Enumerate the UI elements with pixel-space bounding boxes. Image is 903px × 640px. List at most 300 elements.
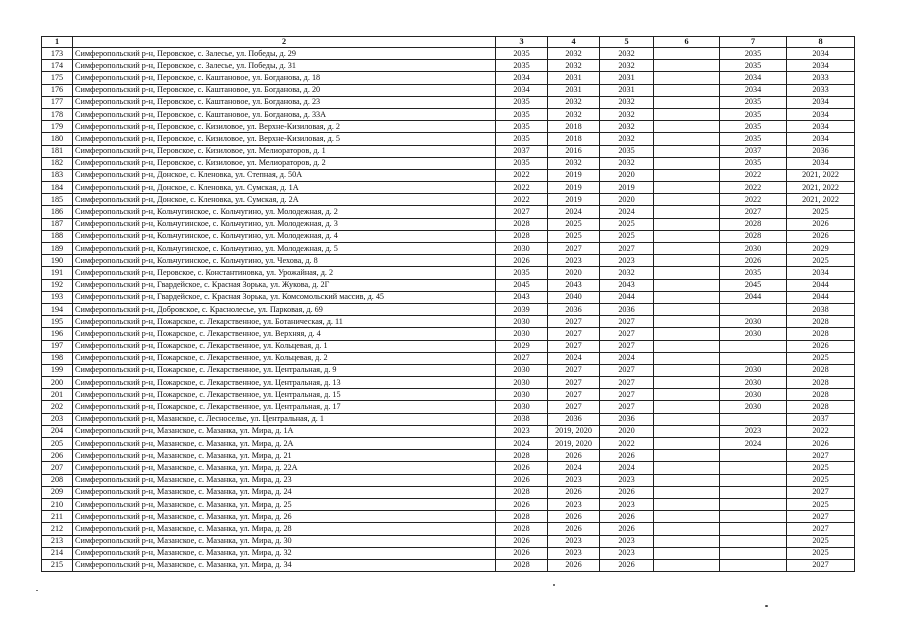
year-cell: 2020 xyxy=(600,194,654,206)
year-cell xyxy=(654,243,720,255)
year-cell: 2027 xyxy=(787,523,855,535)
table-row xyxy=(42,486,855,498)
year-cell: 2030 xyxy=(720,364,787,376)
year-cell: 2022 xyxy=(496,169,548,181)
year-cell: 2030 xyxy=(496,401,548,413)
year-cell xyxy=(654,218,720,230)
year-cell: 2022 xyxy=(720,182,787,194)
year-cell: 2028 xyxy=(720,218,787,230)
row-number: 191 xyxy=(42,267,73,279)
row-number: 201 xyxy=(42,389,73,401)
year-cell: 2032 xyxy=(600,48,654,60)
year-cell: 2030 xyxy=(720,377,787,389)
year-cell: 2031 xyxy=(548,72,600,84)
year-cell: 2035 xyxy=(600,145,654,157)
year-cell: 2027 xyxy=(548,401,600,413)
year-cell: 2026 xyxy=(600,450,654,462)
address-cell: Симферопольский р-н, Пожарское, с. Лекарственное, ул. Центральная, д. 15 xyxy=(73,389,496,401)
year-cell: 2044 xyxy=(720,291,787,303)
year-cell: 2025 xyxy=(787,547,855,559)
year-cell: 2021, 2022 xyxy=(787,169,855,181)
year-cell: 2033 xyxy=(787,72,855,84)
address-cell: Симферопольский р-н, Перовское, с. Каштановое, ул. Богданова, д. 18 xyxy=(73,72,496,84)
scan-speck xyxy=(553,584,555,586)
address-cell: Симферопольский р-н, Донское, с. Кленовка, ул. Сумская, д. 1А xyxy=(73,182,496,194)
year-cell xyxy=(654,279,720,291)
year-cell xyxy=(654,474,720,486)
address-cell: Симферопольский р-н, Перовское, с. Кизиловое, ул. Мелиораторов, д. 1 xyxy=(73,145,496,157)
year-cell: 2037 xyxy=(787,413,855,425)
year-cell: 2024 xyxy=(548,462,600,474)
year-cell: 2038 xyxy=(496,413,548,425)
address-cell: Симферопольский р-н, Перовское, с. Каштановое, ул. Богданова, д. 23 xyxy=(73,96,496,108)
address-cell: Симферопольский р-н, Кольчугинское, с. Кольчугино, ул. Молодежная, д. 2 xyxy=(73,206,496,218)
scan-speck xyxy=(765,605,768,607)
table-row xyxy=(42,364,855,376)
year-cell: 2031 xyxy=(600,72,654,84)
year-cell: 2027 xyxy=(548,340,600,352)
year-cell: 2030 xyxy=(496,364,548,376)
address-cell: Симферопольский р-н, Перовское, с. Залесье, ул. Победы, д. 29 xyxy=(73,48,496,60)
year-cell: 2032 xyxy=(548,157,600,169)
year-cell: 2025 xyxy=(787,352,855,364)
year-cell: 2027 xyxy=(548,377,600,389)
column-header: 2 xyxy=(73,37,496,48)
year-cell: 2027 xyxy=(600,364,654,376)
year-cell: 2025 xyxy=(787,535,855,547)
year-cell: 2025 xyxy=(548,230,600,242)
year-cell: 2026 xyxy=(548,559,600,571)
year-cell: 2026 xyxy=(548,511,600,523)
year-cell: 2044 xyxy=(787,279,855,291)
year-cell: 2025 xyxy=(600,230,654,242)
year-cell xyxy=(654,462,720,474)
year-cell: 2026 xyxy=(548,486,600,498)
year-cell: 2026 xyxy=(720,255,787,267)
table-row xyxy=(42,377,855,389)
year-cell: 2028 xyxy=(787,389,855,401)
row-number: 177 xyxy=(42,96,73,108)
row-number: 204 xyxy=(42,425,73,437)
address-cell: Симферопольский р-н, Пожарское, с. Лекарственное, ул. Ботаническая, д. 11 xyxy=(73,316,496,328)
address-cell: Симферопольский р-н, Пожарское, с. Лекарственное, ул. Кольцевая, д. 2 xyxy=(73,352,496,364)
address-cell: Симферопольский р-н, Пожарское, с. Лекарственное, ул. Центральная, д. 17 xyxy=(73,401,496,413)
year-cell: 2026 xyxy=(496,255,548,267)
table-row xyxy=(42,157,855,169)
year-cell: 2025 xyxy=(600,218,654,230)
year-cell: 2028 xyxy=(496,230,548,242)
address-cell: Симферопольский р-н, Мазанское, с. Мазанка, ул. Мира, д. 1А xyxy=(73,425,496,437)
table-row xyxy=(42,511,855,523)
table-row xyxy=(42,340,855,352)
row-number: 198 xyxy=(42,352,73,364)
row-number: 182 xyxy=(42,157,73,169)
table-row xyxy=(42,438,855,450)
year-cell xyxy=(654,547,720,559)
row-number: 192 xyxy=(42,279,73,291)
year-cell: 2028 xyxy=(787,364,855,376)
year-cell: 2016 xyxy=(548,145,600,157)
row-number: 211 xyxy=(42,511,73,523)
table-row xyxy=(42,303,855,315)
column-header: 6 xyxy=(654,37,720,48)
year-cell: 2022 xyxy=(720,194,787,206)
row-number: 186 xyxy=(42,206,73,218)
year-cell: 2026 xyxy=(496,474,548,486)
table-row xyxy=(42,316,855,328)
year-cell: 2026 xyxy=(787,340,855,352)
year-cell: 2025 xyxy=(787,255,855,267)
year-cell: 2034 xyxy=(787,60,855,72)
row-number: 208 xyxy=(42,474,73,486)
year-cell: 2027 xyxy=(600,243,654,255)
address-cell: Симферопольский р-н, Гвардейское, с. Красная Зорька, ул. Комсомольский массив, д. 45 xyxy=(73,291,496,303)
row-number: 212 xyxy=(42,523,73,535)
year-cell: 2026 xyxy=(600,523,654,535)
year-cell: 2032 xyxy=(600,96,654,108)
year-cell xyxy=(654,133,720,145)
year-cell: 2034 xyxy=(496,84,548,96)
address-cell: Симферопольский р-н, Добровское, с. Краснолесье, ул. Парковая, д. 69 xyxy=(73,303,496,315)
year-cell: 2028 xyxy=(496,486,548,498)
year-cell: 2020 xyxy=(548,267,600,279)
table-row xyxy=(42,230,855,242)
year-cell: 2025 xyxy=(787,206,855,218)
year-cell: 2027 xyxy=(720,206,787,218)
year-cell: 2033 xyxy=(787,84,855,96)
year-cell xyxy=(654,523,720,535)
year-cell: 2027 xyxy=(600,340,654,352)
year-cell xyxy=(654,255,720,267)
row-number: 183 xyxy=(42,169,73,181)
year-cell: 2031 xyxy=(548,84,600,96)
year-cell xyxy=(654,316,720,328)
address-cell: Симферопольский р-н, Перовское, с. Кизиловое, ул. Верхне-Кизиловая, д. 5 xyxy=(73,133,496,145)
row-number: 175 xyxy=(42,72,73,84)
address-cell: Симферопольский р-н, Перовское, с. Кизиловое, ул. Верхне-Кизиловая, д. 2 xyxy=(73,121,496,133)
table-row xyxy=(42,523,855,535)
table-row xyxy=(42,389,855,401)
year-cell xyxy=(654,145,720,157)
year-cell: 2022 xyxy=(787,425,855,437)
table-body xyxy=(42,48,855,572)
table-row xyxy=(42,182,855,194)
year-cell: 2028 xyxy=(496,218,548,230)
row-number: 178 xyxy=(42,108,73,120)
year-cell xyxy=(654,60,720,72)
year-cell: 2018 xyxy=(548,121,600,133)
table-row xyxy=(42,328,855,340)
year-cell xyxy=(720,462,787,474)
address-cell: Симферопольский р-н, Мазанское, с. Мазанка, ул. Мира, д. 32 xyxy=(73,547,496,559)
year-cell: 2027 xyxy=(600,316,654,328)
year-cell: 2026 xyxy=(787,230,855,242)
table-row xyxy=(42,121,855,133)
table-row xyxy=(42,255,855,267)
year-cell: 2028 xyxy=(787,401,855,413)
column-header: 1 xyxy=(42,37,73,48)
year-cell: 2023 xyxy=(720,425,787,437)
year-cell: 2026 xyxy=(600,511,654,523)
year-cell: 2024 xyxy=(548,352,600,364)
column-header: 4 xyxy=(548,37,600,48)
year-cell: 2027 xyxy=(787,486,855,498)
year-cell: 2019 xyxy=(548,169,600,181)
year-cell xyxy=(720,535,787,547)
year-cell: 2034 xyxy=(787,121,855,133)
year-cell xyxy=(654,194,720,206)
year-cell: 2027 xyxy=(548,243,600,255)
year-cell xyxy=(654,413,720,425)
table-row xyxy=(42,462,855,474)
year-cell: 2022 xyxy=(496,182,548,194)
year-cell: 2023 xyxy=(548,535,600,547)
year-cell: 2034 xyxy=(787,133,855,145)
year-cell: 2035 xyxy=(496,157,548,169)
table-row xyxy=(42,559,855,571)
year-cell: 2030 xyxy=(720,316,787,328)
year-cell: 2023 xyxy=(600,535,654,547)
year-cell: 2018 xyxy=(548,133,600,145)
year-cell xyxy=(720,352,787,364)
year-cell xyxy=(654,230,720,242)
year-cell: 2030 xyxy=(496,328,548,340)
year-cell: 2026 xyxy=(496,462,548,474)
year-cell: 2034 xyxy=(720,72,787,84)
year-cell: 2027 xyxy=(787,559,855,571)
year-cell xyxy=(654,206,720,218)
table-row xyxy=(42,72,855,84)
row-number: 206 xyxy=(42,450,73,462)
year-cell: 2036 xyxy=(600,303,654,315)
year-cell: 2034 xyxy=(496,72,548,84)
table-row xyxy=(42,133,855,145)
address-cell: Симферопольский р-н, Пожарское, с. Лекарственное, ул. Верхняя, д. 4 xyxy=(73,328,496,340)
year-cell: 2027 xyxy=(600,401,654,413)
row-number: 176 xyxy=(42,84,73,96)
year-cell: 2026 xyxy=(787,438,855,450)
column-header: 8 xyxy=(787,37,855,48)
row-number: 180 xyxy=(42,133,73,145)
year-cell: 2035 xyxy=(496,108,548,120)
year-cell: 2034 xyxy=(720,84,787,96)
year-cell xyxy=(720,523,787,535)
year-cell: 2023 xyxy=(548,498,600,510)
row-number: 188 xyxy=(42,230,73,242)
row-number: 200 xyxy=(42,377,73,389)
row-number: 187 xyxy=(42,218,73,230)
address-cell: Симферопольский р-н, Перовское, с. Кизиловое, ул. Мелиораторов, д. 2 xyxy=(73,157,496,169)
row-number: 215 xyxy=(42,559,73,571)
year-cell xyxy=(654,328,720,340)
address-cell: Симферопольский р-н, Кольчугинское, с. Кольчугино, ул. Молодежная, д. 4 xyxy=(73,230,496,242)
scan-speck xyxy=(36,590,38,591)
address-cell: Симферопольский р-н, Перовское, с. Залесье, ул. Победы, д. 31 xyxy=(73,60,496,72)
year-cell: 2035 xyxy=(720,60,787,72)
address-cell: Симферопольский р-н, Пожарское, с. Лекарственное, ул. Центральная, д. 13 xyxy=(73,377,496,389)
row-number: 194 xyxy=(42,303,73,315)
row-number: 197 xyxy=(42,340,73,352)
year-cell: 2026 xyxy=(600,559,654,571)
year-cell: 2034 xyxy=(787,48,855,60)
year-cell: 2025 xyxy=(787,462,855,474)
year-cell: 2028 xyxy=(787,316,855,328)
year-cell xyxy=(654,498,720,510)
year-cell: 2032 xyxy=(600,133,654,145)
year-cell xyxy=(720,547,787,559)
year-cell: 2036 xyxy=(548,413,600,425)
year-cell xyxy=(654,84,720,96)
address-cell: Симферопольский р-н, Гвардейское, с. Красная Зорька, ул. Жукова, д. 2Г xyxy=(73,279,496,291)
year-cell: 2029 xyxy=(787,243,855,255)
year-cell: 2032 xyxy=(600,60,654,72)
year-cell: 2034 xyxy=(787,96,855,108)
year-cell xyxy=(720,559,787,571)
year-cell: 2024 xyxy=(600,352,654,364)
table-row xyxy=(42,413,855,425)
table-row xyxy=(42,279,855,291)
year-cell: 2043 xyxy=(496,291,548,303)
year-cell: 2026 xyxy=(548,450,600,462)
year-cell: 2025 xyxy=(548,218,600,230)
year-cell: 2025 xyxy=(787,498,855,510)
year-cell xyxy=(654,559,720,571)
year-cell: 2032 xyxy=(600,108,654,120)
year-cell: 2030 xyxy=(720,401,787,413)
year-cell: 2035 xyxy=(720,108,787,120)
address-cell: Симферопольский р-н, Мазанское, с. Мазанка, ул. Мира, д. 34 xyxy=(73,559,496,571)
year-cell: 2032 xyxy=(548,108,600,120)
address-cell: Симферопольский р-н, Кольчугинское, с. Кольчугино, ул. Молодежная, д. 5 xyxy=(73,243,496,255)
address-cell: Симферопольский р-н, Кольчугинское, с. Кольчугино, ул. Молодежная, д. 3 xyxy=(73,218,496,230)
year-cell xyxy=(720,413,787,425)
table-row xyxy=(42,450,855,462)
year-cell: 2026 xyxy=(787,218,855,230)
year-cell: 2023 xyxy=(600,498,654,510)
year-cell: 2035 xyxy=(720,48,787,60)
year-cell: 2027 xyxy=(548,316,600,328)
year-cell: 2044 xyxy=(600,291,654,303)
table-row xyxy=(42,218,855,230)
row-number: 199 xyxy=(42,364,73,376)
year-cell: 2022 xyxy=(720,169,787,181)
year-cell: 2023 xyxy=(600,474,654,486)
table-row xyxy=(42,474,855,486)
year-cell: 2021, 2022 xyxy=(787,194,855,206)
row-number: 205 xyxy=(42,438,73,450)
year-cell: 2035 xyxy=(496,267,548,279)
year-cell xyxy=(654,486,720,498)
year-cell: 2043 xyxy=(548,279,600,291)
year-cell: 2044 xyxy=(787,291,855,303)
year-cell: 2028 xyxy=(496,450,548,462)
year-cell xyxy=(720,474,787,486)
year-cell xyxy=(654,364,720,376)
table-row xyxy=(42,547,855,559)
row-number: 179 xyxy=(42,121,73,133)
year-cell: 2029 xyxy=(496,340,548,352)
year-cell: 2028 xyxy=(496,523,548,535)
column-header: 5 xyxy=(600,37,654,48)
row-number: 214 xyxy=(42,547,73,559)
row-number: 181 xyxy=(42,145,73,157)
table-row xyxy=(42,267,855,279)
address-cell: Симферопольский р-н, Донское, с. Кленовка, ул. Степная, д. 50А xyxy=(73,169,496,181)
year-cell: 2028 xyxy=(787,377,855,389)
address-cell: Симферопольский р-н, Мазанское, с. Лесноселье, ул. Центральная, д. 1 xyxy=(73,413,496,425)
year-cell: 2039 xyxy=(496,303,548,315)
year-cell: 2024 xyxy=(600,462,654,474)
row-number: 189 xyxy=(42,243,73,255)
year-cell: 2024 xyxy=(600,206,654,218)
year-cell: 2023 xyxy=(548,474,600,486)
year-cell: 2045 xyxy=(496,279,548,291)
year-cell: 2027 xyxy=(548,389,600,401)
year-cell xyxy=(720,498,787,510)
year-cell: 2027 xyxy=(548,328,600,340)
year-cell: 2023 xyxy=(548,255,600,267)
address-cell: Симферопольский р-н, Мазанское, с. Мазанка, ул. Мира, д. 21 xyxy=(73,450,496,462)
row-number: 174 xyxy=(42,60,73,72)
year-cell: 2027 xyxy=(548,364,600,376)
table-row xyxy=(42,194,855,206)
year-cell: 2036 xyxy=(600,413,654,425)
year-cell xyxy=(654,48,720,60)
year-cell xyxy=(654,72,720,84)
year-cell: 2023 xyxy=(600,547,654,559)
table-row xyxy=(42,48,855,60)
year-cell xyxy=(654,157,720,169)
year-cell: 2040 xyxy=(548,291,600,303)
table-row xyxy=(42,401,855,413)
year-cell: 2024 xyxy=(496,438,548,450)
year-cell: 2020 xyxy=(600,169,654,181)
year-cell: 2024 xyxy=(720,438,787,450)
year-cell: 2025 xyxy=(787,474,855,486)
year-cell: 2020 xyxy=(600,425,654,437)
address-cell: Симферопольский р-н, Мазанское, с. Мазанка, ул. Мира, д. 28 xyxy=(73,523,496,535)
row-number: 195 xyxy=(42,316,73,328)
address-cell: Симферопольский р-н, Мазанское, с. Мазанка, ул. Мира, д. 26 xyxy=(73,511,496,523)
year-cell: 2030 xyxy=(496,377,548,389)
year-cell: 2037 xyxy=(496,145,548,157)
year-cell: 2027 xyxy=(600,389,654,401)
table-row xyxy=(42,352,855,364)
year-cell: 2021, 2022 xyxy=(787,182,855,194)
year-cell xyxy=(720,450,787,462)
header-row xyxy=(42,37,855,48)
table-row xyxy=(42,535,855,547)
row-number: 207 xyxy=(42,462,73,474)
address-cell: Симферопольский р-н, Мазанское, с. Мазанка, ул. Мира, д. 2А xyxy=(73,438,496,450)
year-cell: 2030 xyxy=(496,316,548,328)
year-cell: 2030 xyxy=(496,243,548,255)
year-cell: 2036 xyxy=(548,303,600,315)
year-cell xyxy=(654,425,720,437)
housing-schedule-table xyxy=(41,36,855,572)
year-cell: 2019 xyxy=(548,194,600,206)
year-cell: 2026 xyxy=(600,486,654,498)
year-cell: 2030 xyxy=(720,328,787,340)
table-row xyxy=(42,169,855,181)
table-row xyxy=(42,145,855,157)
year-cell xyxy=(654,511,720,523)
year-cell: 2032 xyxy=(600,157,654,169)
row-number: 209 xyxy=(42,486,73,498)
year-cell: 2027 xyxy=(787,511,855,523)
year-cell: 2035 xyxy=(496,121,548,133)
row-number: 210 xyxy=(42,498,73,510)
